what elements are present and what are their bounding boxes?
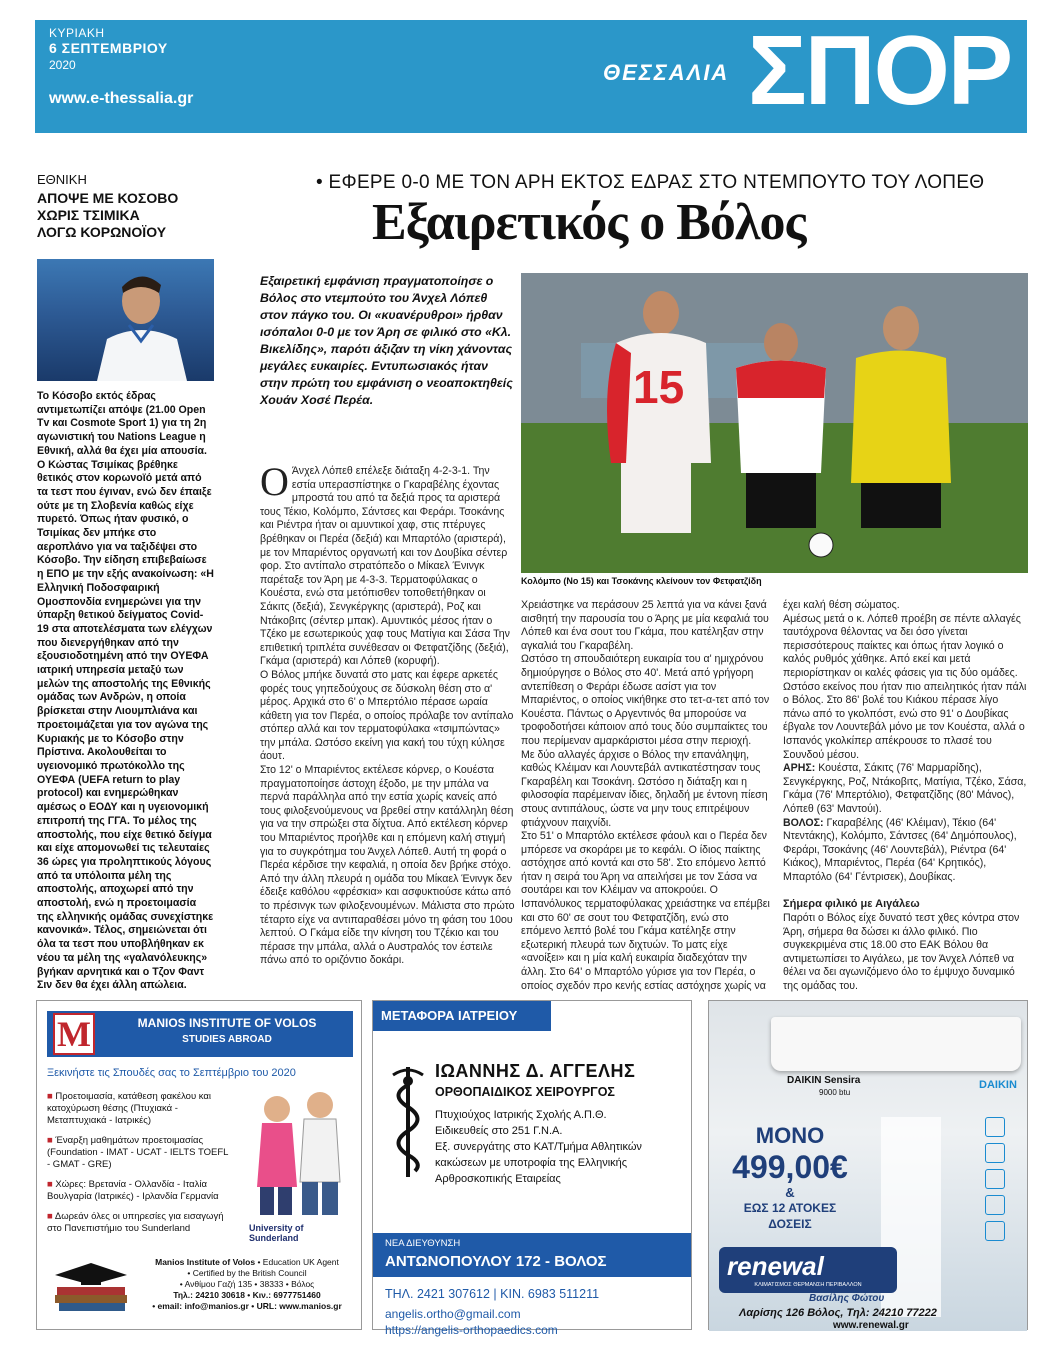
masthead-date: 6 ΣΕΠΤΕΜΒΡΙΟΥ xyxy=(49,40,168,56)
graduation-cap-books-icon xyxy=(51,1259,131,1317)
lineup-aris xyxy=(783,762,1028,816)
address: ΑΝΤΩΝΟΠΟΥΛΟΥ 172 - ΒΟΛΟΣ xyxy=(385,1253,607,1270)
bullet-icon: ■ xyxy=(47,1179,56,1190)
feature-icons xyxy=(985,1117,1007,1267)
lineup-label: ΒΟΛΟΣ: xyxy=(783,816,824,829)
article-column-2 xyxy=(521,599,771,993)
match-photo xyxy=(521,273,1028,573)
ad-footer-line: Manios Institute of Volos • Education UK Agent xyxy=(155,1257,339,1267)
paragraph: Στο 12' ο Μπαριέντος εκτέλεσε κόρνερ, ο Κουέστα πραγματοποίησε άστοχη έξοδο, με την μπάλα να περνά παράλληλα από την εστία χωρίς κανείς από τους φιλοξενούμενους να βρεθεί στην κατάλληλη θέση για να την σπρώξει στα δίχτυα. Από εκτέλεση κόρνερ του Μπαριέντος προήλθε και η επόμενη καλή στιγμή για το συγκρότημα του Άνχελ Λόπεθ. Αυτή τη φορά ο Περέα κέρδισε την κεφαλιά, η οποία δεν βρήκε στόχο. xyxy=(260,764,514,872)
football-players-icon xyxy=(521,273,1028,573)
feature-icon xyxy=(985,1143,1005,1163)
paragraph: Με δύο αλλαγές άρχισε ο Βόλος την επανάληψη, καθώς Κλέιμαν και Λουντεβάλ αντικατέστησαν τους Γκαραβέλη και Τσοκάνη. Ωστόσο η διάταξη και η φιλοσοφία παρέμειναν ίδιες, δηλαδή με έντονη πίεση στους αντιπάλους, ώστε να μην τους επιτρέψουν φτιάχνουν παιχνίδι. xyxy=(521,748,768,829)
daikin-logo: DAIKIN xyxy=(979,1079,1017,1091)
credential-line: Πτυχιούχος Ιατρικής Σχολής Α.Π.Θ. xyxy=(435,1109,607,1121)
jersey-number: 15 xyxy=(633,361,685,413)
side-headline-2: ΧΩΡΙΣ ΤΣΙΜΙΚΑ xyxy=(37,207,140,223)
ad-footer-line: • Ανθίμου Γαζή 135 • 38333 • Βόλος xyxy=(179,1279,315,1289)
renewal-web[interactable]: www.renewal.gr xyxy=(833,1320,909,1331)
player-silhouette-icon xyxy=(37,259,214,381)
list-item: ■ Προετοιμασία, κατάθεση φακέλου και κατοχύρωση θέσης (Πτυχιακά - Μεταπτυχιακά - Ιατρικές) xyxy=(47,1091,212,1126)
masthead-year: 2020 xyxy=(49,58,76,72)
side-kicker: ΕΘΝΙΚΗ xyxy=(37,172,87,187)
masthead xyxy=(35,15,1027,133)
lineup-text: Γκαραβέλης (46' Κλέιμαν), Τέκιο (64' Ντεντάκης), Κολόμπο, Σάντσες (64' Δημόπουλος), Φεράρι, Τσοκάνης (46' Λουντεβάλ), Ριέντρα (64' Κιάκος), Μπαριέντος, Περέα (64' Κρητικός), Μπαρτόλο (64' Γέντρισεκ), Δουβίκας. xyxy=(783,816,1017,883)
side-body: Το Κόσοβο εκτός έδρας αντιμετωπίζει απόψε (21.00 Open Tv και Cosmote Sport 1) για τη 2η αγωνιστική του Nations League η Εθνική, αλλά θα έχει μία απουσία. Ο Κώστας Τσιμίκας βρέθηκε θετικός στον κορωνοϊό μετά από τα τεστ που έγιναν, ενώ δεν έπαιξε ούτε με τη Σλοβενία καθώς είχε πυρετό. Όπως ήταν φυσικό, ο Τσιμίκας δεν μπήκε στο αεροπλάνο για να ταξιδέψει στο Κόσοβο. Την είδηση επιβεβαίωσε η ΕΠΟ με την εξής ανακοίνωση: «Η Ελληνική Ποδοσφαιρική Ομοσπονδία ενημερώνει για την ύπαρξη θετικού δείγματος Covid-19 στα αποτελέσματα των ελέγχων που διενεργήθηκαν από την εξουσιοδοτημένη από την ΟΥΕΦΑ ιατρική υπηρεσία μεταξύ των μελών της αποστολής της Εθνικής ομάδας των Ανδρών, η οποία βρίσκεται στην Λιουμπλιάνα και προετοιμάζεται για τον αγώνα της Κυριακής με το Κόσοβο στην Πρίστινα. Ακολουθείται το υγειονομικό πρωτόκολλο της ΟΥΕΦΑ (UEFA return to play protocol) και ενημερώθηκαν αμέσως ο ΕΟΔΥ και η υγειονομική επιτροπή της ΓΓΑ. Το μέλος της αποστολής, που είχε θετικό δείγμα και είχε απομονωθεί τις τελευταίες 36 ώρες για προληπτικούς λόγους από τα υπόλοιπα μέλη της αποστολής, αποχωρεί από την αποστολή, ενώ η προετοιμασία της ελληνικής ομάδας συνεχίστηκε κανονικά». Τέλος, σημειώνεται ότι όλα τα τεστ που υποβλήθηκαν εκ νέου τα μέλη της «γαλανόλευκης» βγήκαν αρνητικά και ο Τζον Φαντ Σιν δεν θα έχει άλλη απώλεια. xyxy=(37,390,214,992)
ad-tagline: Ξεκινήστε τις Σπουδές σας το Σεπτέμβριο του 2020 xyxy=(47,1067,296,1079)
ad-angelis[interactable] xyxy=(372,1000,692,1337)
credential-line: Εξ. συνεργάτης στο ΚΑΤ/Τμήμα Αθλητικών κακώσεων με υποτροφία της Ελληνικής Αρθροσκοπικής Εταιρείας xyxy=(435,1141,642,1185)
doctor-name: ΙΩΑΝΝΗΣ Δ. ΑΓΓΕΛΗΣ xyxy=(435,1061,636,1081)
students-icon xyxy=(242,1087,352,1217)
bullet-icon: ■ xyxy=(47,1135,56,1146)
ad-renewal[interactable] xyxy=(708,1000,1028,1330)
credential-line: Ειδικευθείς στο 251 Γ.Ν.Α. xyxy=(435,1125,563,1137)
product-name: DAIKIN Sensira xyxy=(787,1075,861,1086)
ad-bullets xyxy=(47,1091,232,1235)
manios-logo: M xyxy=(53,1013,95,1055)
renewal-sub: ΚΛΙΜΑΤΙΣΜΟΣ ΘΕΡΜΑΝΣΗ ΠΕΡΙΒΑΛΛΟΝ xyxy=(754,1282,862,1288)
ad-footer-line[interactable]: • email: info@manios.gr • URL: www.manios.gr xyxy=(152,1301,342,1311)
doctor-credentials xyxy=(435,1107,685,1187)
lineup-text: Κουέστα, Σάκιτς (76' Μαρμαρίδης), Σενγκέργκης, Ροζ, Ντάκοβιτς, Ματίγια, Τζέκο, Σάσα, Γκάμα (76' Μπερτόλιο), Φετφατζίδης (80' Μάνος), Λόπεθ (63' Μαντούι). xyxy=(783,762,1027,815)
masthead-day: ΚΥΡΙΑΚΗ xyxy=(49,26,105,40)
side-headline-1: ΑΠΟΨΕ ΜΕ ΚΟΣΟΒΟ xyxy=(37,190,179,206)
btu: 9000 btu xyxy=(819,1088,851,1097)
main-kicker: • ΕΦΕΡΕ 0-0 ΜΕ ΤΟΝ ΑΡΗ ΕΚΤΟΣ ΕΔΡΑΣ ΣΤΟ ΝΤΕΜΠΟΥΤΟ ΤΟΥ ΛΟΠΕΘ xyxy=(316,172,985,193)
ampersand: & xyxy=(785,1185,795,1200)
price-prefix: ΜΟΝΟ xyxy=(755,1123,825,1148)
photo-caption: Κολόμπο (Νο 15) και Τσοκάνης κλείνουν τον Φετφατζίδη xyxy=(521,576,762,586)
ad-header: ΜΕΤΑΦΟΡΑ ΙΑΤΡΕΙΟΥ xyxy=(373,1001,551,1031)
caduceus-icon xyxy=(385,1061,431,1181)
feature-icon xyxy=(985,1221,1005,1241)
list-item: ■ Έναρξη μαθημάτων προετοιμασίας (Foundation - IMAT - UCAT - IELTS TOEFL - GMAT - GRE) xyxy=(47,1135,229,1170)
sub-headline: Σήμερα φιλικό με Αιγάλεω xyxy=(783,898,920,911)
side-headline-3: ΛΟΓΩ ΚΟΡΩΝΟΪΟΥ xyxy=(37,224,167,240)
phone: ΤΗΛ. 2421 307612 | ΚΙΝ. 6983 511211 xyxy=(385,1287,600,1301)
feature-icon xyxy=(985,1169,1005,1189)
renewal-logo: renewal xyxy=(727,1251,824,1281)
uni-name: University of Sunderland xyxy=(249,1223,304,1243)
feature-icon xyxy=(985,1117,1005,1137)
owner: Βασίλης Φώτου xyxy=(809,1293,885,1304)
installments-2: ΔΟΣΕΙΣ xyxy=(768,1217,812,1231)
paragraph: Ωστόσο τη σπουδαιότερη ευκαιρία του α' ημιχρόνου δημιούργησε ο Βόλος στο 40'. Μετά από γρήγορη αντεπίθεση ο Φεράρι έδωσε ασίστ για τον Μπαριέντος, ο οποίος νικήθηκε στο τετ-α-τετ από τον Κουέστα. Πάντως ο Αργεντινός θα μπορούσε να τροφοδοτήσει κάποιον από τους δύο συμπαίκτες του που περίμεναν αμαρκάριστοι μέσα στην περιοχή. xyxy=(521,653,770,747)
ad-footer-line: • Certified by the British Council xyxy=(187,1268,307,1278)
ad-title: MANIOS INSTITUTE OF VOLOS xyxy=(137,1016,317,1030)
web-link[interactable]: https://angelis-orthopaedics.com xyxy=(385,1323,558,1337)
paragraph: Χρειάστηκε να περάσουν 25 λεπτά για να κάνει ξανά αισθητή την παρουσία του ο Άρης με μία κεφαλιά του Λόπεθ και ένα σουτ του Γκάμα, που κατέληξαν στην αγκαλιά του Γκαραβέλη. xyxy=(521,599,769,652)
side-photo xyxy=(37,259,214,381)
main-headline: Εξαιρετικός ο Βόλος xyxy=(372,194,806,251)
article-column-3 xyxy=(783,599,1028,994)
ad-subtitle: STUDIES ABROAD xyxy=(182,1034,272,1045)
bullet-icon: ■ xyxy=(47,1211,55,1222)
ad-footer xyxy=(137,1257,357,1312)
masthead-url[interactable]: www.e-thessalia.gr xyxy=(49,90,194,107)
paragraph: έχει καλή θέση σώματος. xyxy=(783,599,900,611)
paragraph: Άνχελ Λόπεθ επέλεξε διάταξη 4-2-3-1. Την εστία υπερασπίστηκε ο Γκαραβέλης έχοντας μπροστά του από τα δεξιά προς τα αριστερά τους Τέκιο, Κολόμπο, Σάντσες και Φεράρι. Τσοκάνης και Ριέντρα ήταν οι αμυντικοί χαφ, στις πτέρυγες βρέθηκαν οι Περέα (δεξιά) και Μπαρτόλο (αριστερά), με τον Μπαριέντος οργανωτή και τον Δουβίκα σέντερ φορ. Στο αντίπαλο στρατόπεδο ο Μίκαελ Ένινγκ παρέταξε τον Άρη με 4-3-3. Τερματοφύλακας ο Κουέστα, ενώ στα μετόπισθεν τοποθετήθηκαν οι Σάκιτς (δεξιά), Σενγκέργκης (αριστερά), Ροζ και Ντάκοβιτς (σέντερ μπακ). Αμυντικός μέσος ήταν ο Τζέκο με εσωτερικούς χαφ τους Ματίγια και Σάσα Την επιθετική τριπλέτα συνέθεσαν οι Φετφατζίδης (δεξιά), Γκάμα (αριστερά) και Λόπεθ (κορυφή). xyxy=(260,465,510,668)
dropcap: Ο xyxy=(260,459,289,504)
email-link[interactable]: angelis.ortho@gmail.com xyxy=(385,1307,521,1321)
price: 499,00€ xyxy=(732,1149,848,1185)
list-item: ■ Δωρεάν όλες οι υπηρεσίες για εισαγωγή στο Πανεπιστήμιο του Sunderland xyxy=(47,1211,224,1234)
brand-small: ΘΕΣΣΑΛΙΑ xyxy=(603,60,730,85)
main-lead: Εξαιρετική εμφάνιση πραγματοποίησε ο Βόλος στο ντεμπούτο του Άνχελ Λόπεθ στον πάγκο του. Οι «κυανέρυθροι» ήρθαν ισόπαλοι 0-0 με τον Άρη σε φιλικό στο «Κλ. Βικελίδης», παρότι άξιζαν τη νίκη χάνοντας μεγάλες ευκαιρίες. Εντυπωσιακός ήταν στην πρώτη του εμφάνιση ο νεοαποκτηθείς Χουάν Χοσέ Περέα. xyxy=(260,274,513,407)
lineup-label: ΑΡΗΣ: xyxy=(783,762,816,775)
article-column-1 xyxy=(260,459,515,968)
ad-manios[interactable] xyxy=(36,1000,362,1330)
doctor-title: ΟΡΘΟΠΑΙΔΙΚΟΣ ΧΕΙΡΟΥΡΓΟΣ xyxy=(435,1085,615,1099)
list-item: ■ Χώρες: Βρετανία - Ολλανδία - Ιταλία Βουλγαρία (Ιατρικές) - Ιρλανδία Γερμανία xyxy=(47,1179,219,1202)
brand-big: ΣΠΟΡ xyxy=(748,15,1012,125)
sub-body: Παρότι ο Βόλος είχε δυνατό τεστ χθες κόντρα στον Άρη, σήμερα θα δώσει κι άλλο φιλικό. Πιο συγκεκριμένα στις 18.00 στο ΕΑΚ Βόλου θα αντιμετωπίσει το Αιγάλεω, με τον Άνχελ Λόπεθ να θέλει να δει αγωνιζόμενο όλο το έμψυχο δυναμικό της ομάδας του. xyxy=(783,912,1020,993)
bullet-icon: ■ xyxy=(47,1091,56,1102)
air-conditioner-icon xyxy=(771,1017,1021,1071)
ad-footer-line: Τηλ.: 24210 30618 • Κιν.: 6977751460 xyxy=(173,1290,321,1300)
feature-icon xyxy=(985,1195,1005,1215)
renewal-address: Λαρίσης 126 Βόλος, Τηλ: 24210 77222 xyxy=(739,1307,937,1319)
paragraph: Στο 51' ο Μπαρτόλο εκτέλεσε φάουλ και ο Περέα δεν μπόρεσε να σκοράρει με το κεφάλι. Ο ίδιος παίκτης αστόχησε από κοντά και στο 58'. Στο επόμενο λεπτό ήταν η σειρά του Άρη να απειλήσει με τον Σάσα να σουτάρει και τον Κλέιμαν να αποκρούει. Ο Ισπανόλυκος τερματοφύλακας χρειάστηκε να επέμβει και στο 60' σε σουτ του Φετφατζίδη, ενώ στο επόμενο λεπτό βολέ του Γκάμα κατέληξε στην εξωτερική πλευρά των διχτυών. Το ματς είχε «ανοίξει» και η μία καλή ευκαιρία διαδεχόταν την άλλη. Στο 64' ο Μπαρτόλο γύρισε για τον Περέα, ο οποίος σχεδόν προ κενής εστίας αστόχησε χωρίς να xyxy=(521,830,770,992)
lineup-volos xyxy=(783,817,1028,885)
paragraph: Αμέσως μετά ο κ. Λόπεθ προέβη σε πέντε αλλαγές ταυτόχρονα θέλοντας να δει όσο γίνεται περισσότερους παίκτες και όπως ήταν λογικό ο καλός ρυθμός χάθηκε. Από εκεί και μετά περιορίστηκαν οι καλές φάσεις για τις δύο ομάδες. Ωστόσο εκείνος που ήταν πιο απειλητικός ήταν πάλι ο Βόλος. Στο 86' βολέ του Κιάκου πέρασε λίγο πάνω από το γκολπόστ, ενώ στο 91' ο Δουβίκας έβγαλε τον Λουντεβάλ μόνο με τον Κουέστα, αλλά ο Ισπανός γκολκίπερ απέκρουσε το πλασέ του Σουνδού μέσου. xyxy=(783,612,1027,761)
new-address-label: ΝΕΑ ΔΙΕΥΘΥΝΣΗ xyxy=(385,1238,461,1249)
paragraph: Ο Βόλος μπήκε δυνατά στο ματς και έφερε αρκετές φορές τους γηπεδούχους σε δύσκολη θέση στο α' μέρος. Αρχικά στο 6' ο Μπερτόλιο πέρασε ωραία κάθετη για τον Περέα, ο οποίος πρόλαβε τον αντίπαλο στόπερ αλλά και τον τερματοφύλακα «τσιμπώντας» την μπάλα. Ωστόσο εκείνη για κακή του τύχη κύλησε άουτ. xyxy=(260,668,514,763)
installments-1: ΕΩΣ 12 ΑΤΟΚΕΣ xyxy=(743,1201,837,1215)
paragraph: Από την άλλη πλευρά η ομάδα του Μίκαελ Ένινγκ δεν έδειξε καθόλου «φρέσκια» και ασφυκτιούσε κάτω από το πρέσινγκ των φιλοξενουμένων. Μάλιστα στο πρώτο τέταρτο είχε να αντιπαραθέσει μόνο τη φάση του 10ου λεπτού. Ο Γκάμα είδε την κίνηση του Τζέκιο και του πέρασε την μπάλα, αλλά ο Αυστραλός τον έστειλε πάνω από το οριζόντιο δοκάρι. xyxy=(260,872,515,967)
